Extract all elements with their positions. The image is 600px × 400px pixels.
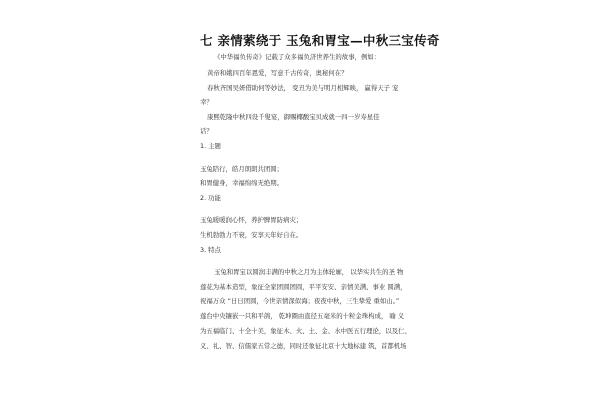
feature-paragraph-line: 玉兔和胃宝以圆润丰满的中秋之月为主体轮廓， 以华实共生的圣 物 (214, 268, 404, 276)
theme-line: 和胃健身，幸福绵绵无绝期。 (200, 179, 284, 187)
poem-line: 康熙乾隆中秋四设千叟宴，御赐椰酸宝贝成就一四一岁寿星佳 (207, 113, 380, 121)
function-line: 玉兔暖暖润心怀，养护脾胃防病灾； (200, 216, 303, 224)
section-heading-features: 3. 特点 (200, 246, 221, 254)
section-heading-theme: 1. 主题 (200, 142, 221, 150)
theme-line: 玉兔陪行，皓月朗朗共团圆； (200, 165, 284, 173)
feature-paragraph-line: 义、礼、智、信儒家五常之德，同时还象征北京十大地标建 筑，首都机场 (200, 342, 407, 350)
poem-line: 春秋齐国吴妍借助何等妙法， 变丑为美与明月相辉映， 赢得天子 宠 (207, 84, 399, 92)
poem-line-continuation: 幸？ (200, 98, 213, 106)
poem-line: 黄帝和娥四百年恩爱，写意千古传奇，奥秘何在？ (207, 69, 348, 77)
function-line: 生机勃勃力不衰，安享天年好自在。 (200, 231, 303, 239)
feature-paragraph-line: 祝福万众 “日日团圆，今世亲情深似海；夜夜中秋，三生挚爱 重如山。” (200, 297, 400, 305)
section-heading-function: 2. 功能 (200, 194, 221, 202)
feature-paragraph-line: 莲花为基本造型，象征全家团圆团圆，平平安安、亲情美满、事业 圆满， (200, 283, 407, 291)
page-title: 七 亲情萦绕于 玉兔和胃宝—中秋三宝传奇 (200, 33, 440, 48)
feature-paragraph-line: 为五福临门、十全十美，象征木、火、土、金、水中医五行理论，以及仁、 (200, 327, 411, 335)
feature-paragraph-line: 莲台中央镶嵌一只和平鸽， 乾坤圈由直径五毫米的十粒金珠构成， 喻 义 (200, 312, 405, 320)
poem-line-continuation: 话？ (200, 127, 213, 135)
intro-paragraph: 《中华福负传奇》记载了众多福负济世养生的故事，例如： (214, 53, 381, 61)
